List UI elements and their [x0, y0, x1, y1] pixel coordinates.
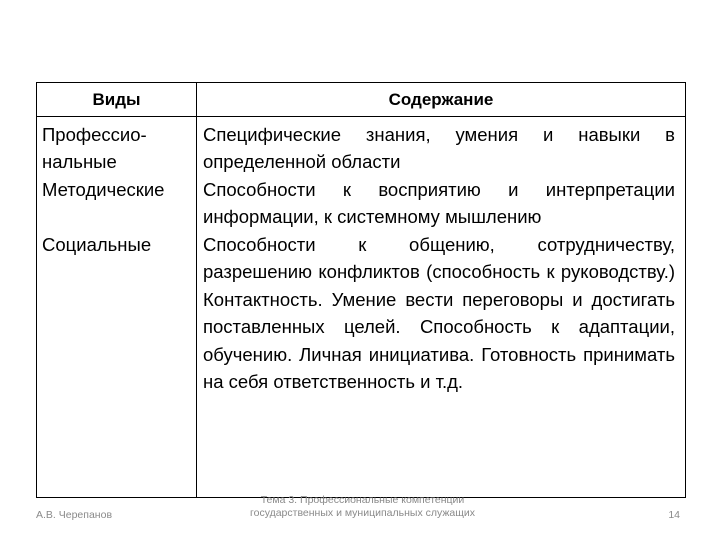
row-professional-kind: Профессио-нальные: [42, 124, 147, 173]
header-kind: Виды: [92, 90, 141, 109]
header-divider: [37, 116, 685, 117]
row-methodical-kind: Методические: [42, 179, 165, 200]
header-content: Содержание: [388, 90, 494, 109]
footer-author: А.В. Черепанов: [36, 509, 113, 521]
competence-table: [36, 82, 686, 498]
row-social-content: Способности к общению, сотрудничеству, разрешению конфликтов (способность к руководству.) Контактность. Умение вести переговоры и достигать поставленных целей. Способность к адаптации, обучению. Личная инициатива. Готовность принимать на себя ответственность и т.д.: [203, 234, 675, 393]
footer-topic: Тема 3. Профессиональные компетенции государственных и муниципальных служащих: [250, 494, 475, 519]
footer-page-number: 14: [668, 509, 680, 521]
row-methodical-content: Способности к восприятию и интерпретации информации, к системному мышлению: [203, 179, 675, 228]
column-divider: [196, 83, 197, 497]
row-social-kind: Социальные: [42, 234, 152, 255]
row-professional-content: Специфические знания, умения и навыки в определенной области: [203, 124, 675, 173]
